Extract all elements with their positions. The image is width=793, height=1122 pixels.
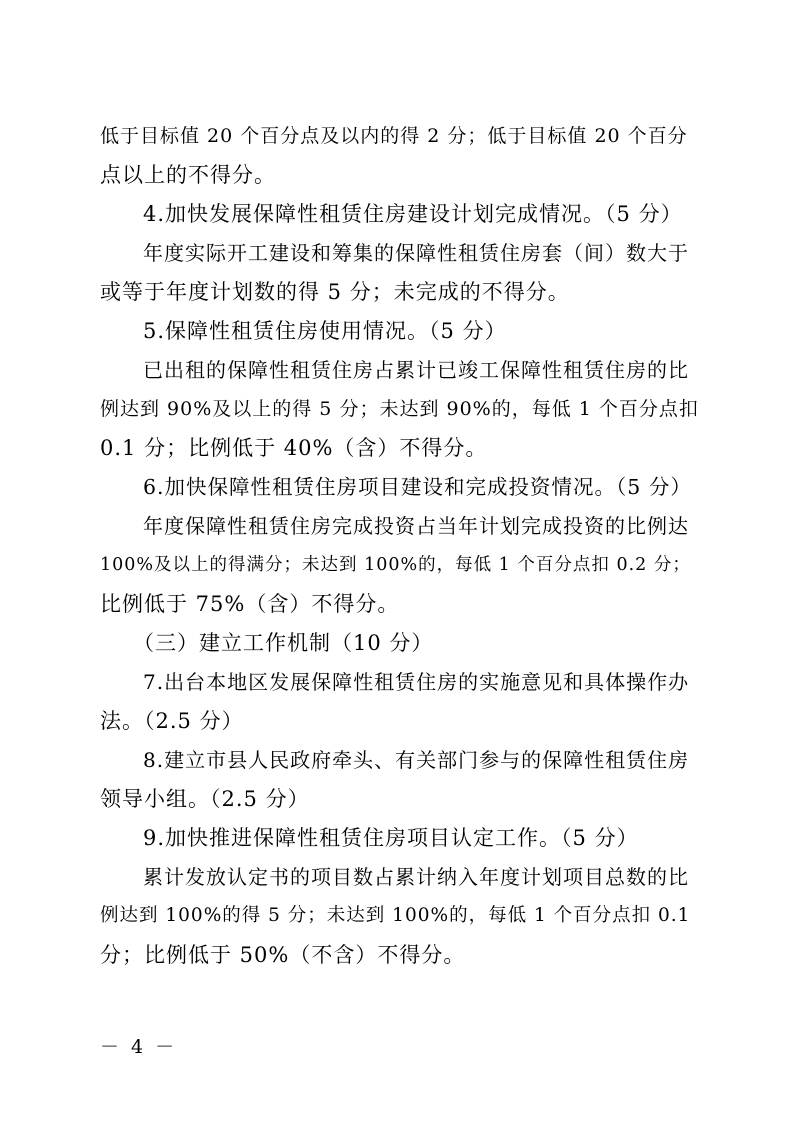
section-heading-8: 8.建立市县人民政府牵头、有关部门参与的保障性租赁住房 [143, 748, 690, 772]
section-heading-6: 6.加快保障性租赁住房项目建设和完成投资情况。（5 分） [143, 475, 692, 499]
section-heading-4: 4.加快发展保障性租赁住房建设计划完成情况。（5 分） [143, 202, 683, 226]
body-line: 已出租的保障性租赁住房占累计已竣工保障性租赁住房的比 [143, 358, 689, 382]
section-heading-7: 7.出台本地区发展保障性租赁住房的实施意见和具体操作办 [143, 670, 690, 694]
body-line: 年度保障性租赁住房完成投资占当年计划完成投资的比例达 [143, 514, 689, 538]
body-line: 分；比例低于 50%（不含）不得分。 [100, 943, 466, 967]
body-line: 比例低于 75%（含）不得分。 [100, 592, 400, 616]
body-line: 0.1 分；比例低于 40%（含）不得分。 [100, 436, 488, 460]
body-line: 低于目标值 20 个百分点及以内的得 2 分；低于目标值 20 个百分 [100, 125, 688, 147]
body-line: 累计发放认定书的项目数占累计纳入年度计划项目总数的比 [143, 865, 689, 889]
subsection-heading-3: （三）建立工作机制（10 分） [133, 631, 434, 655]
body-line: 年度实际开工建设和筹集的保障性租赁住房套（间）数大于 [143, 241, 689, 265]
body-line: 或等于年度计划数的得 5 分；未完成的不得分。 [100, 280, 570, 304]
section-heading-9: 9.加快推进保障性租赁住房项目认定工作。（5 分） [143, 826, 639, 850]
section-heading-5: 5.保障性租赁住房使用情况。（5 分） [143, 319, 507, 343]
body-line: 领导小组。（2.5 分） [100, 787, 310, 811]
body-line: 点以上的不得分。 [100, 163, 276, 187]
body-line: 法。（2.5 分） [100, 709, 244, 733]
body-line: 100%及以上的得满分；未达到 100%的，每低 1 个百分点扣 0.2 分； [100, 555, 691, 575]
body-line: 例达到 100%的得 5 分；未达到 100%的，每低 1 个百分点扣 0.1 [100, 905, 691, 926]
page-number: － 4 － [100, 1036, 178, 1058]
body-line: 例达到 90%及以上的得 5 分；未达到 90%的，每低 1 个百分点扣 [100, 398, 699, 420]
